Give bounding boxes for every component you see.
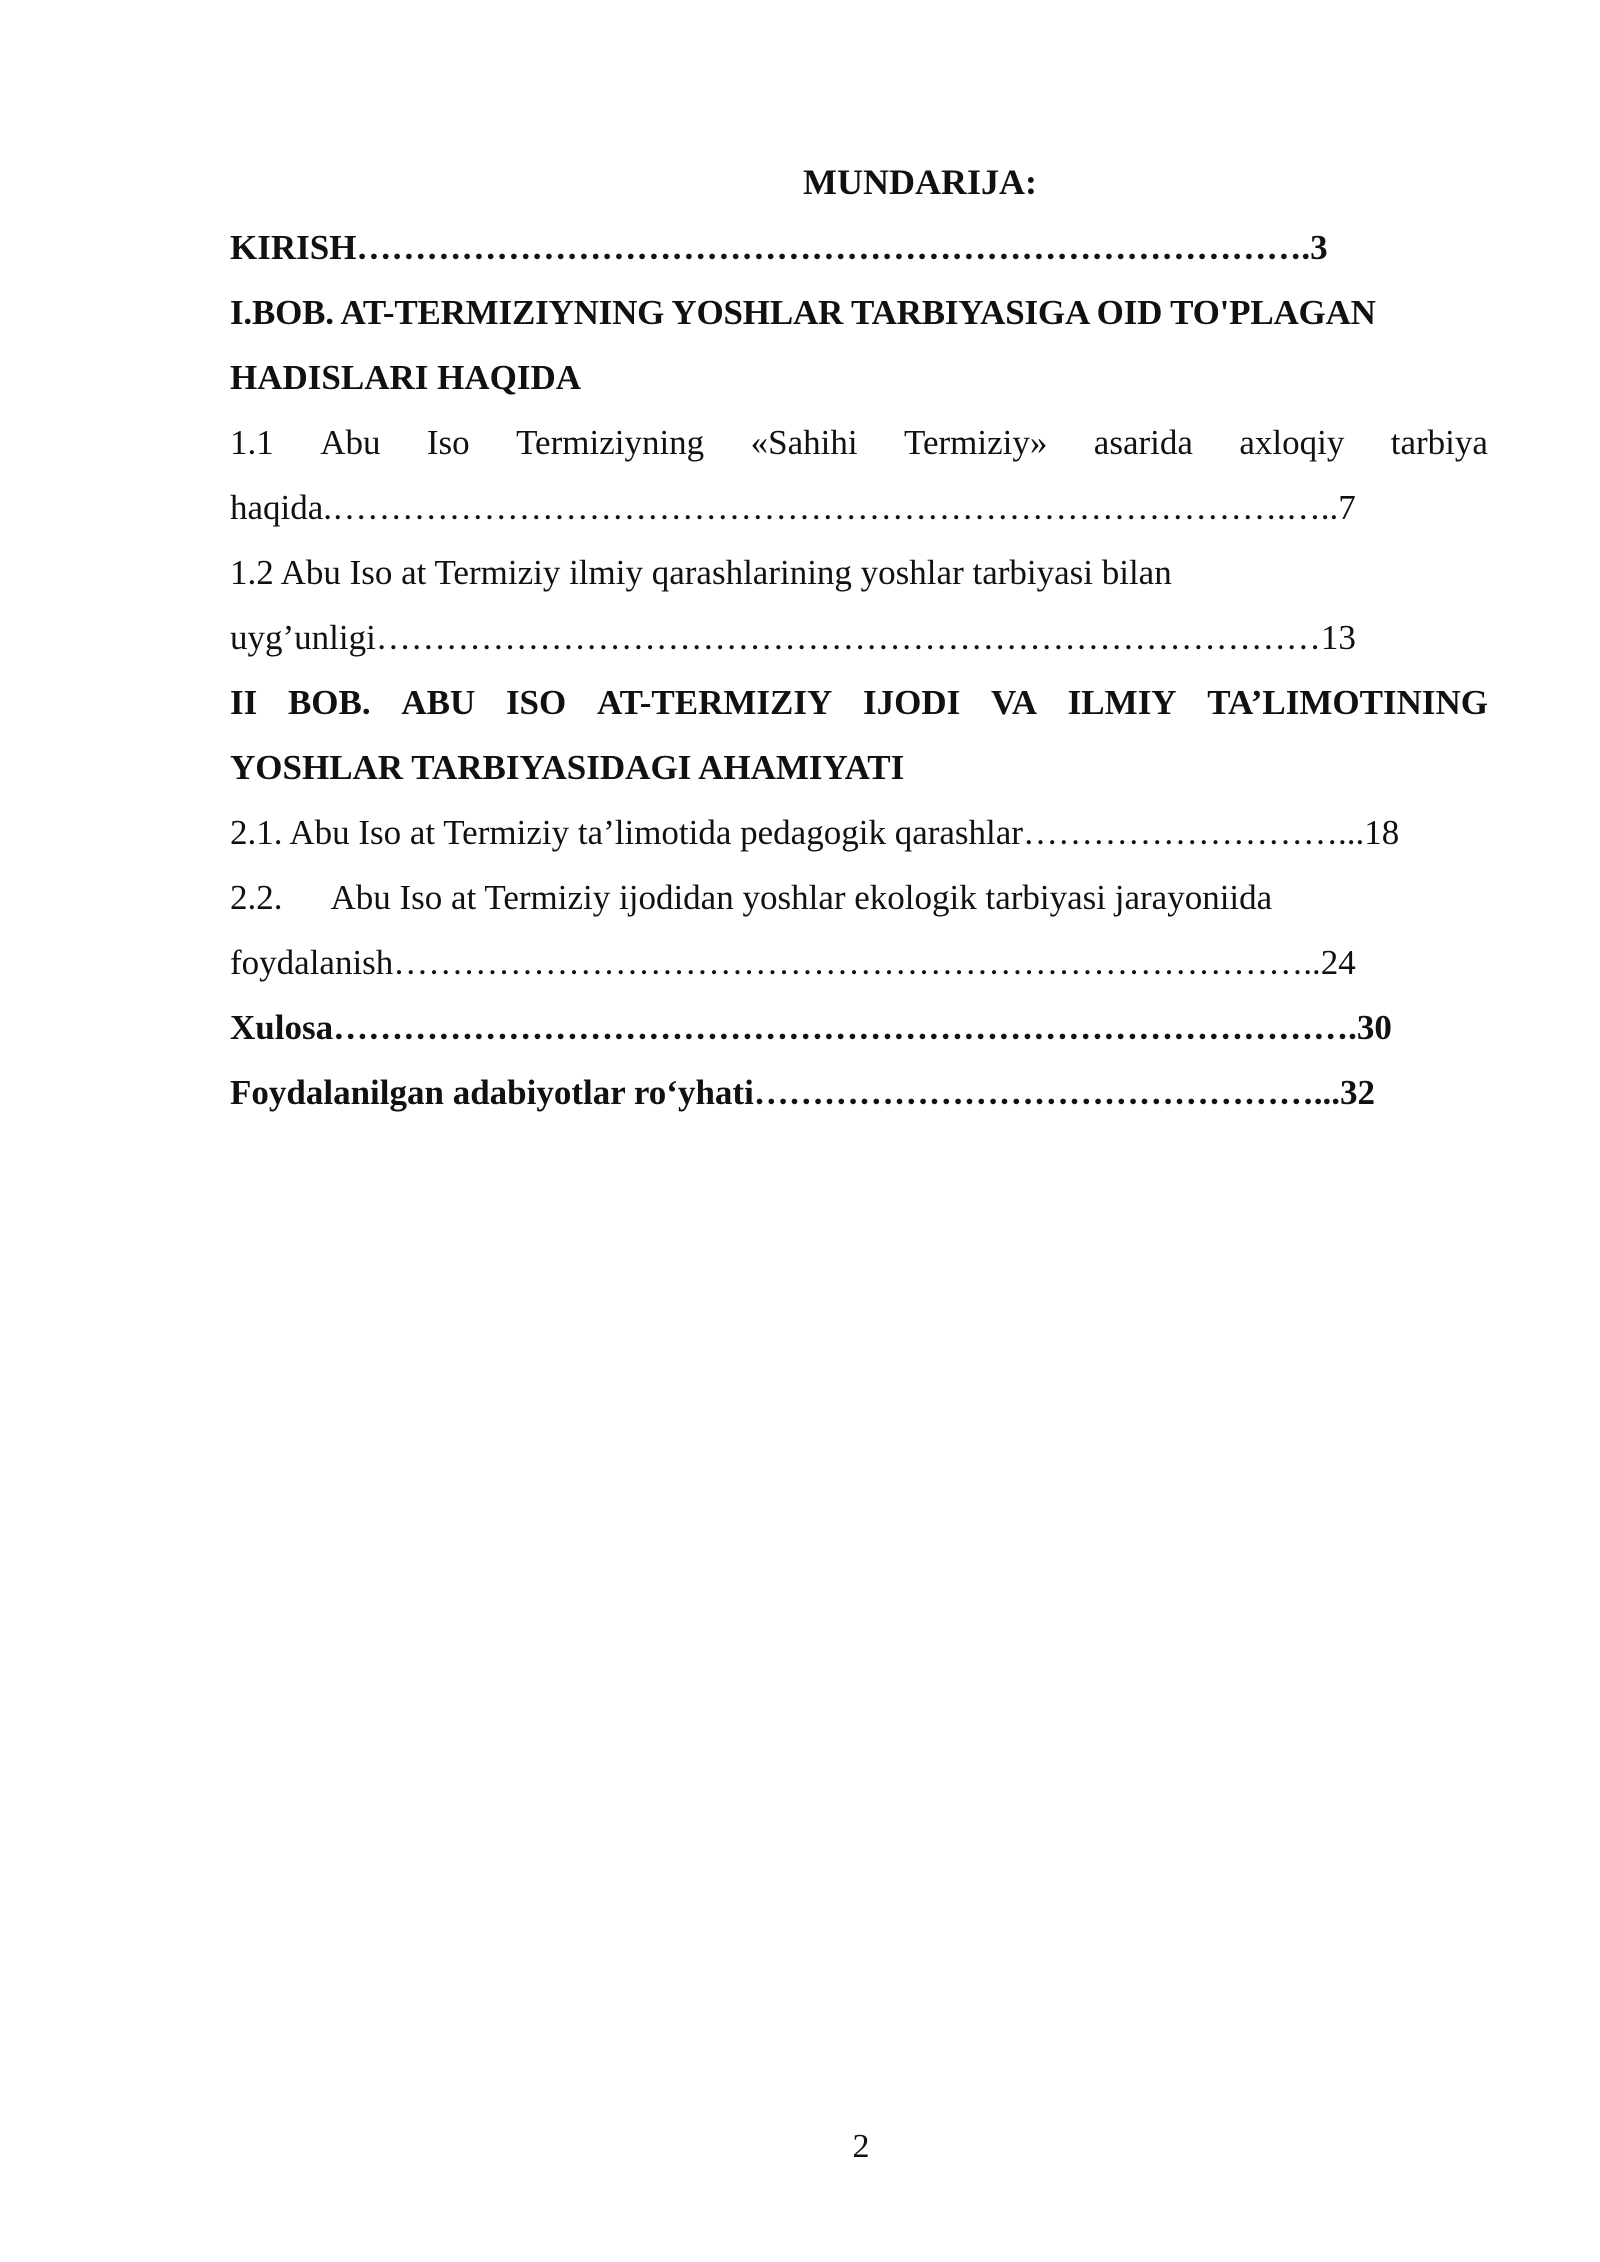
toc-section-1-1-line-2: haqida.……………………………………………………………………….…..7	[230, 488, 1356, 527]
toc-word: IJODI	[862, 683, 961, 722]
toc-section-number: 2.2.	[230, 878, 283, 917]
toc-word: tarbiya	[1390, 423, 1488, 462]
toc-chapter-1-title-line-1: I.BOB. AT-TERMIZIYNING YOSHLAR TARBIYASIGA OID TO'PLAGAN	[230, 293, 1376, 332]
toc-heading: MUNDARIJA:	[803, 162, 1037, 202]
toc-word: asarida	[1093, 423, 1193, 462]
toc-word: BOB.	[287, 683, 371, 722]
toc-word: AT-TERMIZIY	[596, 683, 833, 722]
toc-word: 1.1	[230, 423, 274, 462]
toc-word: II	[230, 683, 258, 722]
page-number: 2	[852, 2128, 870, 2165]
toc-chapter-1-title-line-2: HADISLARI HAQIDA	[230, 358, 582, 397]
toc-section-2-2-line-2: foydalanish……………………………………………………………………..24	[230, 943, 1356, 982]
toc-section-2-2-line-1	[230, 865, 1488, 930]
toc-entry-conclusion: Xulosa…………………………………………………………………………….30	[230, 1008, 1392, 1047]
toc-word: VA	[990, 683, 1037, 722]
toc-chapter-2-title-line-1	[230, 670, 1488, 735]
toc-word: «Sahihi	[750, 423, 858, 462]
toc-word: ISO	[505, 683, 567, 722]
toc-section-title: Abu Iso at Termiziy ijodidan yoshlar ekologik tarbiyasi jarayoniida	[330, 878, 1273, 917]
toc-entry-intro: KIRISH……………………………………………………………………….3	[230, 228, 1328, 267]
toc-section-1-2-line-1: 1.2 Abu Iso at Termiziy ilmiy qarashlarining yoshlar tarbiyasi bilan	[230, 553, 1172, 592]
toc-word: Termiziy»	[904, 423, 1048, 462]
toc-word: Iso	[426, 423, 470, 462]
toc-chapter-2-title-line-2: YOSHLAR TARBIYASIDAGI AHAMIYATI	[230, 748, 905, 787]
toc-section-1-2-line-2: uyg’unligi………………………………………………………………………13	[230, 618, 1356, 657]
toc-word: ABU	[401, 683, 476, 722]
toc-entry-references: Foydalanilgan adabiyotlar ro‘yhati…………………………………………...32	[230, 1073, 1376, 1112]
toc-word: ILMIY	[1067, 683, 1177, 722]
toc-word: axloqiy	[1239, 423, 1345, 462]
table-of-contents	[230, 150, 1488, 1125]
toc-section-2-1: 2.1. Abu Iso at Termiziy ta’limotida pedagogik qarashlar………………………...18	[230, 813, 1400, 852]
toc-section-1-1-line-1	[230, 410, 1488, 475]
toc-word: TA’LIMOTINING	[1207, 683, 1488, 722]
toc-word: Termiziyning	[516, 423, 705, 462]
toc-word: Abu	[320, 423, 381, 462]
